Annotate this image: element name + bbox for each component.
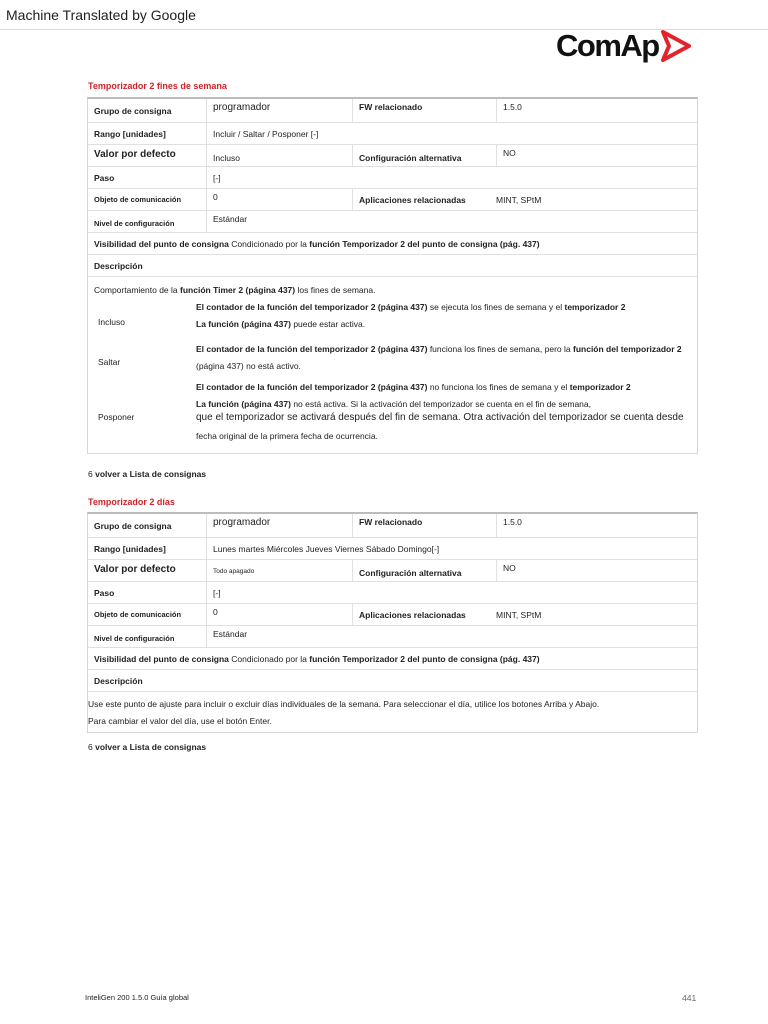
alt-config-label: Configuración alternativa: [352, 560, 496, 581]
fw-label: FW relacionado: [352, 99, 496, 122]
comap-logo: [556, 26, 692, 66]
timer-link[interactable]: temporizador 2: [569, 382, 631, 392]
group-label: Grupo de consigna: [94, 520, 172, 531]
setpoint-table-weekends: [87, 97, 698, 454]
table-row: [88, 538, 697, 560]
fw-value: 1.5.0: [496, 514, 697, 537]
logo-wordmark: ComAp: [556, 28, 659, 63]
option-name: Posponer: [98, 412, 135, 422]
back-text[interactable]: volver a Lista de consignas: [95, 742, 207, 752]
default-label: Valor por defecto: [94, 149, 176, 160]
related-apps: [352, 604, 496, 625]
setpoint-table-days: [87, 512, 698, 733]
group-label: Grupo de consigna: [94, 105, 172, 116]
description-line: Para cambiar el valor del día, use el botón Enter.: [88, 716, 272, 726]
page-number: 441: [682, 993, 697, 1003]
visibility-pre: Condicionado por la: [231, 238, 307, 249]
option-postpone: [88, 381, 697, 453]
group-value: programador: [206, 99, 352, 122]
option-text-part: funciona los fines de semana, pero la: [429, 344, 571, 354]
description-content: [88, 692, 697, 732]
comm-object-value: 0: [206, 604, 352, 625]
fw-value: 1.5.0: [496, 99, 697, 122]
page-link[interactable]: (página 437): [196, 361, 244, 371]
desc-link[interactable]: función Timer 2 (página 437): [180, 285, 296, 295]
option-text-part: no está activa. Si la activación del temporizador se cuenta en el fin de semana,: [293, 399, 591, 409]
step-value: [-]: [206, 582, 697, 603]
table-row: [88, 255, 697, 277]
step-label: Paso: [94, 587, 115, 598]
table-row: [88, 604, 697, 626]
table-row: [88, 648, 697, 670]
step-label: Paso: [94, 172, 115, 183]
back-to-list-link[interactable]: [88, 742, 206, 752]
config-level-label: Nivel de configuración: [94, 219, 175, 228]
back-to-list-link[interactable]: [88, 469, 206, 479]
option-text-part: fecha original de la primera fecha de ocurrencia.: [196, 431, 378, 441]
footer-doc-title: InteliGen 200 1.5.0 Guía global: [85, 993, 189, 1002]
timer-link[interactable]: temporizador 2: [564, 302, 626, 312]
config-level-label: Nivel de configuración: [94, 634, 175, 643]
visibility-label: Visibilidad del punto de consigna: [94, 238, 229, 249]
option-text-part: puede estar activa.: [293, 319, 366, 329]
table-row: [88, 670, 697, 692]
table-row: [88, 560, 697, 582]
visibility-pre: Condicionado por la: [231, 653, 307, 664]
desc-post: los fines de semana.: [297, 285, 376, 295]
timer-counter-link[interactable]: El contador de la función del temporizador 2 (página 437): [196, 344, 428, 354]
alt-config-label: Configuración alternativa: [352, 145, 496, 166]
comm-object-label: Objeto de comunicación: [94, 195, 182, 204]
config-level-value: Estándar: [206, 626, 697, 647]
table-row: [88, 626, 697, 648]
option-name: Incluso: [98, 317, 125, 327]
group-value: programador: [206, 514, 352, 537]
default-value: Incluso: [206, 145, 352, 166]
desc-pre: Comportamiento de la: [94, 285, 178, 295]
default-value: Todo apagado: [206, 560, 352, 581]
description-intro: [88, 277, 697, 301]
description-row: [88, 277, 697, 453]
option-text-part: que el temporizador se activará después del fin de semana. Otra activación del temporizador se cuenta desde: [196, 412, 684, 423]
option-text-part: no funciona los fines de semana y el: [429, 382, 568, 392]
back-text[interactable]: volver a Lista de consignas: [95, 469, 207, 479]
option-text: [196, 301, 697, 343]
related-apps-label: Aplicaciones relacionadas: [359, 609, 466, 620]
section-title-days: Temporizador 2 días: [88, 497, 175, 507]
alt-config-value: NO: [496, 145, 697, 166]
table-row: [88, 233, 697, 255]
description-label: Descripción: [94, 675, 143, 686]
step-value: [-]: [206, 167, 697, 188]
section-title-weekends: Temporizador 2 fines de semana: [88, 81, 227, 91]
comm-object-value: 0: [206, 189, 352, 210]
banner-text: Machine Translated by Google: [6, 7, 196, 23]
table-row: [88, 189, 697, 211]
back-arrow: 6: [88, 742, 93, 752]
default-label: Valor por defecto: [94, 564, 176, 575]
timer-counter-link[interactable]: El contador de la función del temporizador 2 (página 437): [196, 382, 428, 392]
visibility-label: Visibilidad del punto de consigna: [94, 653, 229, 664]
description-row: [88, 692, 697, 732]
description-line: Use este punto de ajuste para incluir o excluir días individuales de la semana. Para seleccionar el día, utilice los botones Arriba y Abajo.: [88, 699, 600, 709]
comap-arrow-logo-icon: [660, 29, 692, 63]
table-row: [88, 145, 697, 167]
range-label: Rango [unidades]: [94, 128, 166, 139]
function-link[interactable]: La función (página 437): [196, 319, 291, 329]
timer-counter-link[interactable]: El contador de la función del temporizador 2 (página 437): [196, 302, 428, 312]
fw-label: FW relacionado: [352, 514, 496, 537]
option-text: [196, 381, 697, 453]
option-text-part: se ejecuta los fines de semana y el: [429, 302, 563, 312]
option-skip: [88, 343, 697, 381]
visibility-row: [88, 648, 697, 669]
function-link[interactable]: La función (página 437): [196, 399, 291, 409]
range-value: Lunes martes Miércoles Jueves Viernes Sábado Domingo[-]: [206, 538, 697, 559]
visibility-link[interactable]: función Temporizador 2 del punto de consigna (pág. 437): [309, 238, 540, 249]
visibility-row: [88, 233, 697, 254]
visibility-link[interactable]: función Temporizador 2 del punto de consigna (pág. 437): [309, 653, 540, 664]
timer-link[interactable]: función del temporizador 2: [573, 344, 682, 354]
option-name: Saltar: [98, 357, 121, 367]
description-content: [88, 277, 697, 453]
table-row: [88, 582, 697, 604]
table-row: [88, 167, 697, 189]
related-apps: [352, 189, 496, 210]
range-value: Incluir / Saltar / Posponer [-]: [206, 123, 697, 144]
comm-object-label: Objeto de comunicación: [94, 610, 182, 619]
alt-config-value: NO: [496, 560, 697, 581]
related-apps-label: Aplicaciones relacionadas: [359, 194, 466, 205]
back-arrow: 6: [88, 469, 93, 479]
related-apps-value: MINT, SPtM: [496, 194, 542, 205]
table-row: [88, 211, 697, 233]
table-row: [88, 99, 697, 123]
config-level-value: Estándar: [206, 211, 697, 232]
option-text: [196, 343, 697, 381]
option-text-part: no está activo.: [246, 361, 301, 371]
related-apps-value: MINT, SPtM: [496, 609, 542, 620]
option-include: [88, 301, 697, 343]
range-label: Rango [unidades]: [94, 543, 166, 554]
table-row: [88, 514, 697, 538]
description-label: Descripción: [94, 260, 143, 271]
table-row: [88, 123, 697, 145]
